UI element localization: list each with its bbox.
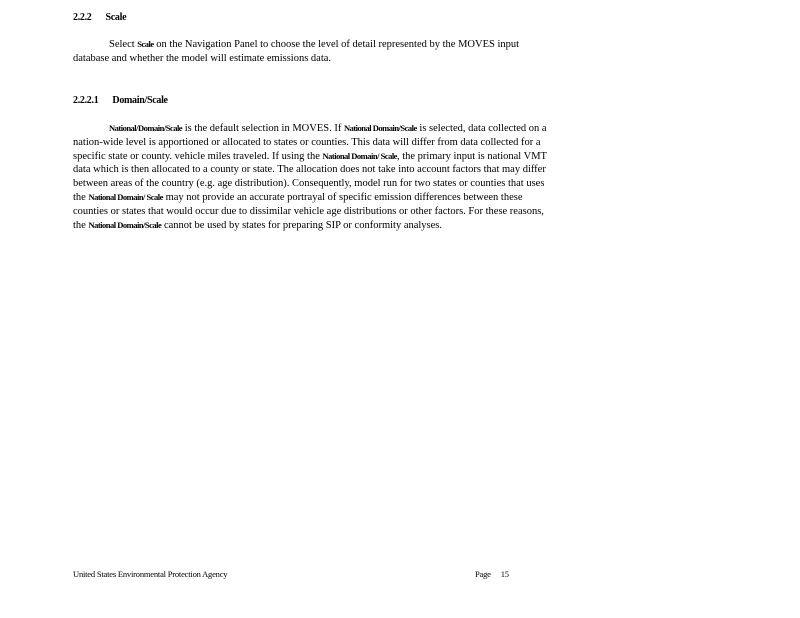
subsection-heading — [73, 95, 168, 106]
section-paragraph-text-1: Select — [109, 39, 135, 50]
section-paragraph — [73, 38, 553, 66]
footer-page — [475, 569, 509, 579]
subsection-term-5: National Domain/Scale — [88, 219, 162, 230]
subsection-title: Domain/Scale — [112, 95, 168, 106]
footer-agency: United States Environmental Protection Agency — [73, 569, 228, 579]
subsection-number: 2.2.2.1 — [73, 95, 99, 106]
section-title: Scale — [105, 12, 127, 23]
subsection-text-1: is the default selection in MOVES. If — [184, 123, 342, 134]
subsection-term-3: National Domain/ Scale — [322, 150, 397, 161]
section-heading — [73, 12, 126, 23]
subsection-text-3: , the primary input is national VMT data which is then allocated to a county or state. The allocation does not take into account factors that may differ between areas of the country (e.g. age distribution). Consequently, model run for two states or counties that uses the — [73, 150, 547, 203]
subsection-term-4: National Domain/ Scale — [88, 191, 163, 202]
subsection-text-2: is selected, data collected on a nation-wide level is apportioned or allocated to states or counties. This data will differ from data collected for a specific state or county. vehicle miles traveled. If using the — [73, 123, 547, 162]
footer-page-label: Page — [475, 569, 491, 579]
footer-page-number: 15 — [500, 569, 509, 579]
section-number: 2.2.2 — [73, 12, 92, 23]
subsection-text-5: cannot be used by states for preparing SIP or conformity analyses. — [163, 219, 443, 231]
section-paragraph-text-2: on the Navigation Panel to choose the level of detail represented by the MOVES input database and whether the model will estimate emissions data. — [73, 39, 520, 64]
subsection-term-2: National Domain/Scale — [343, 123, 417, 133]
section-paragraph-term: Scale — [137, 39, 154, 49]
subsection-paragraph — [73, 122, 553, 232]
subsection-term-1: National/Domain/Scale — [109, 123, 183, 133]
subsection-text-4: may not provide an accurate portrayal of specific emission differences between these counties or states that would occur due to dissimilar vehicle age distributions or other factors. For these reasons, the — [73, 191, 544, 231]
